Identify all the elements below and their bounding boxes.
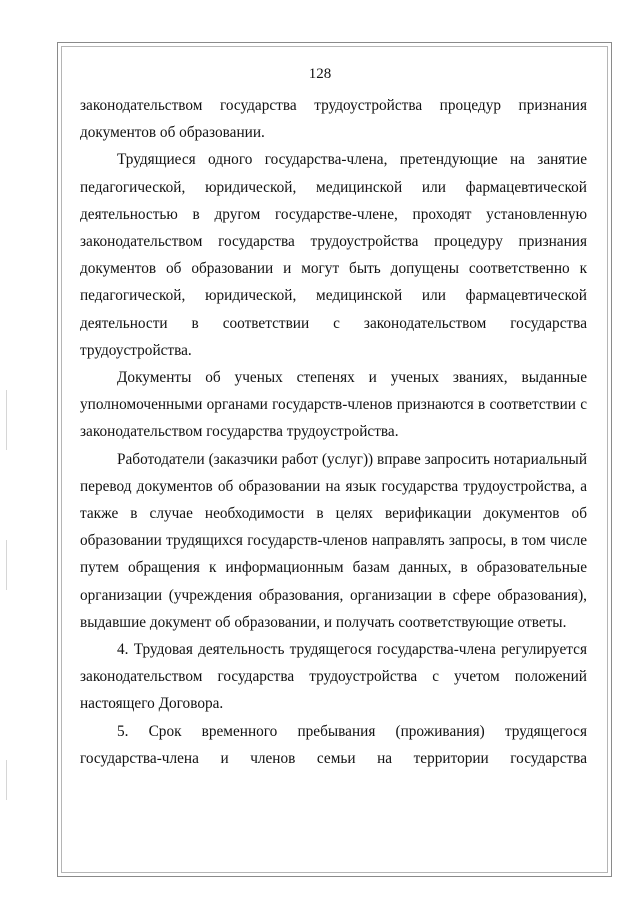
page-number: 128 [308,66,332,82]
paragraph: Работодатели (заказчики работ (услуг)) вправе запросить нотариальный перевод документов об образовании на язык государства трудоустройства, а также в случае необходимости в целях верификации документов об образовании трудящихся государств-членов направлять запросы, в том числе путем обращения к информационным базам данных, в образовательные организации (учреждения образования, организации в сфере образования), выдавшие документ об образовании, и получать соответствующие ответы. [80,450,587,631]
scan-artifact-line [6,760,7,800]
paragraph: 5. Срок временного пребывания (проживания) трудящегося государства-члена и членов семьи на территории государства [80,722,587,767]
paragraph: Документы об ученых степенях и ученых званиях, выданные уполномоченными органами государств-членов признаются в соответствии с законодательством государства трудоустройства. [80,369,587,441]
paragraph: законодательством государства трудоустройства процедур признания документов об образовании. [80,97,587,142]
paragraph: 4. Трудовая деятельность трудящегося государства-члена регулируется законодательством государства трудоустройства с учетом положений настоящего Договора. [80,641,587,713]
scan-artifact-line [6,390,7,450]
document-body [80,92,587,772]
scan-artifact-line [6,540,7,590]
paragraph: Трудящиеся одного государства-члена, претендующие на занятие педагогической, юридической, медицинской или фармацевтической деятельностью в другом государстве-члене, проходят установленную законодательством государства трудоустройства процедуру признания документов об образовании и могут быть допущены соответственно к педагогической, юридической, медицинской или фармацевтической деятельности в соответствии с законодательством государства трудоустройства. [80,151,587,359]
